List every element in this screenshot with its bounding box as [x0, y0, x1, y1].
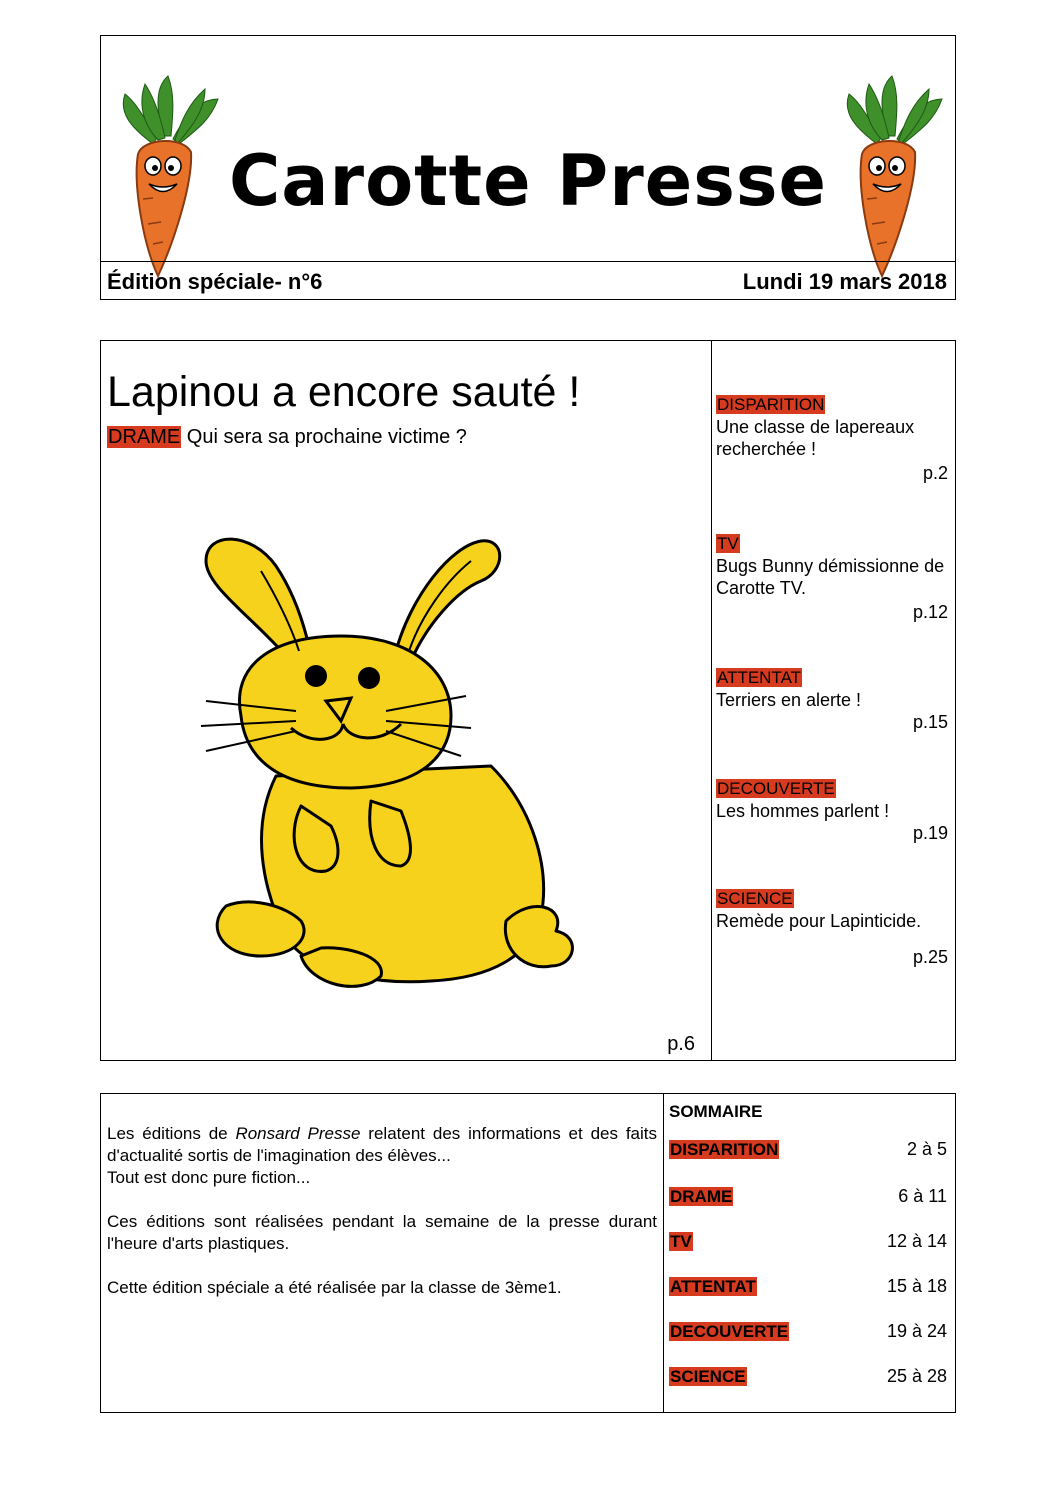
section-tag: TV: [670, 1232, 692, 1251]
teaser-page-ref: p.15: [912, 712, 948, 732]
editorial-notice: [101, 1094, 664, 1412]
footer-box: [100, 1093, 956, 1413]
toc-pages: 6 à 11: [898, 1186, 947, 1206]
notice-text: relatent des informations et des faits d'actualité sortis de l'imagination des élèves...: [107, 1124, 658, 1165]
teaser-text: Les hommes parlent !: [716, 801, 890, 821]
section-tag: DECOUVERTE: [717, 779, 835, 798]
front-page: [100, 340, 956, 1061]
teaser-attentat: [716, 666, 948, 733]
carrot-mascot-right-icon: [837, 74, 947, 284]
lead-story: [101, 341, 712, 1060]
toc-row: [669, 1139, 947, 1163]
table-of-contents: [664, 1094, 955, 1412]
section-tag: DRAME: [670, 1187, 733, 1206]
toc-pages: 19 à 24: [886, 1321, 947, 1341]
notice-paragraph: [107, 1123, 657, 1189]
teaser-page-ref: p.12: [912, 602, 948, 622]
lead-page-ref: p.6: [667, 1033, 695, 1055]
section-tag: SCIENCE: [717, 889, 793, 908]
section-tag: SCIENCE: [670, 1367, 746, 1386]
teaser-tv: [716, 532, 948, 623]
section-tag: ATTENTAT: [670, 1277, 756, 1296]
kicker-text: Qui sera sa prochaine victime ?: [186, 426, 467, 448]
section-tag: DRAME: [108, 426, 181, 448]
teaser-disparition: [716, 393, 948, 484]
teaser-decouverte: [716, 777, 948, 844]
lead-kicker: [107, 426, 467, 449]
toc-pages: 15 à 18: [886, 1276, 947, 1296]
teaser-science: [716, 887, 948, 968]
lead-headline: Lapinou a encore sauté !: [107, 368, 581, 416]
section-tag: DISPARITION: [717, 395, 825, 414]
toc-heading: SOMMAIRE: [669, 1102, 763, 1121]
section-tag: TV: [717, 534, 739, 553]
section-tag: ATTENTAT: [717, 668, 802, 687]
section-tag: DISPARITION: [670, 1140, 779, 1159]
teaser-text: Terriers en alerte !: [716, 690, 862, 710]
toc-pages: 2 à 5: [906, 1139, 947, 1159]
teaser-page-ref: p.2: [922, 463, 948, 483]
toc-row: [669, 1186, 947, 1210]
teaser-text: Une classe de lapereaux recherchée !: [716, 417, 915, 459]
publication-name: Ronsard Presse: [235, 1124, 361, 1143]
sidebar-teasers: [712, 341, 955, 1060]
toc-row: [669, 1276, 947, 1300]
newspaper-title: Carotte Presse: [228, 140, 828, 222]
toc-row: [669, 1231, 947, 1255]
edition-date: Lundi 19 mars 2018: [742, 269, 947, 294]
masthead: [100, 35, 956, 300]
notice-text: Les éditions de: [107, 1124, 236, 1143]
teaser-page-ref: p.19: [912, 823, 948, 843]
notice-paragraph: Ces éditions sont réalisées pendant la semaine de la presse durant l'heure d'arts plastiques.: [107, 1212, 657, 1253]
teaser-text: Bugs Bunny démissionne de Carotte TV.: [716, 556, 945, 598]
teaser-text: Remède pour Lapinticide.: [716, 911, 922, 931]
logo-area: [101, 36, 955, 261]
section-tag: DECOUVERTE: [670, 1322, 789, 1341]
toc-pages: 12 à 14: [886, 1231, 947, 1251]
toc-row: [669, 1321, 947, 1345]
notice-text: Tout est donc pure fiction...: [107, 1168, 311, 1187]
notice-paragraph: Cette édition spéciale a été réalisée par la classe de 3ème1.: [107, 1278, 562, 1297]
edition-number: Édition spéciale- n°6: [107, 269, 323, 294]
toc-row: [669, 1366, 947, 1390]
toc-pages: 25 à 28: [886, 1366, 947, 1386]
rabbit-illustration: [111, 466, 701, 1026]
teaser-page-ref: p.25: [912, 947, 948, 967]
edition-bar: [101, 261, 955, 300]
